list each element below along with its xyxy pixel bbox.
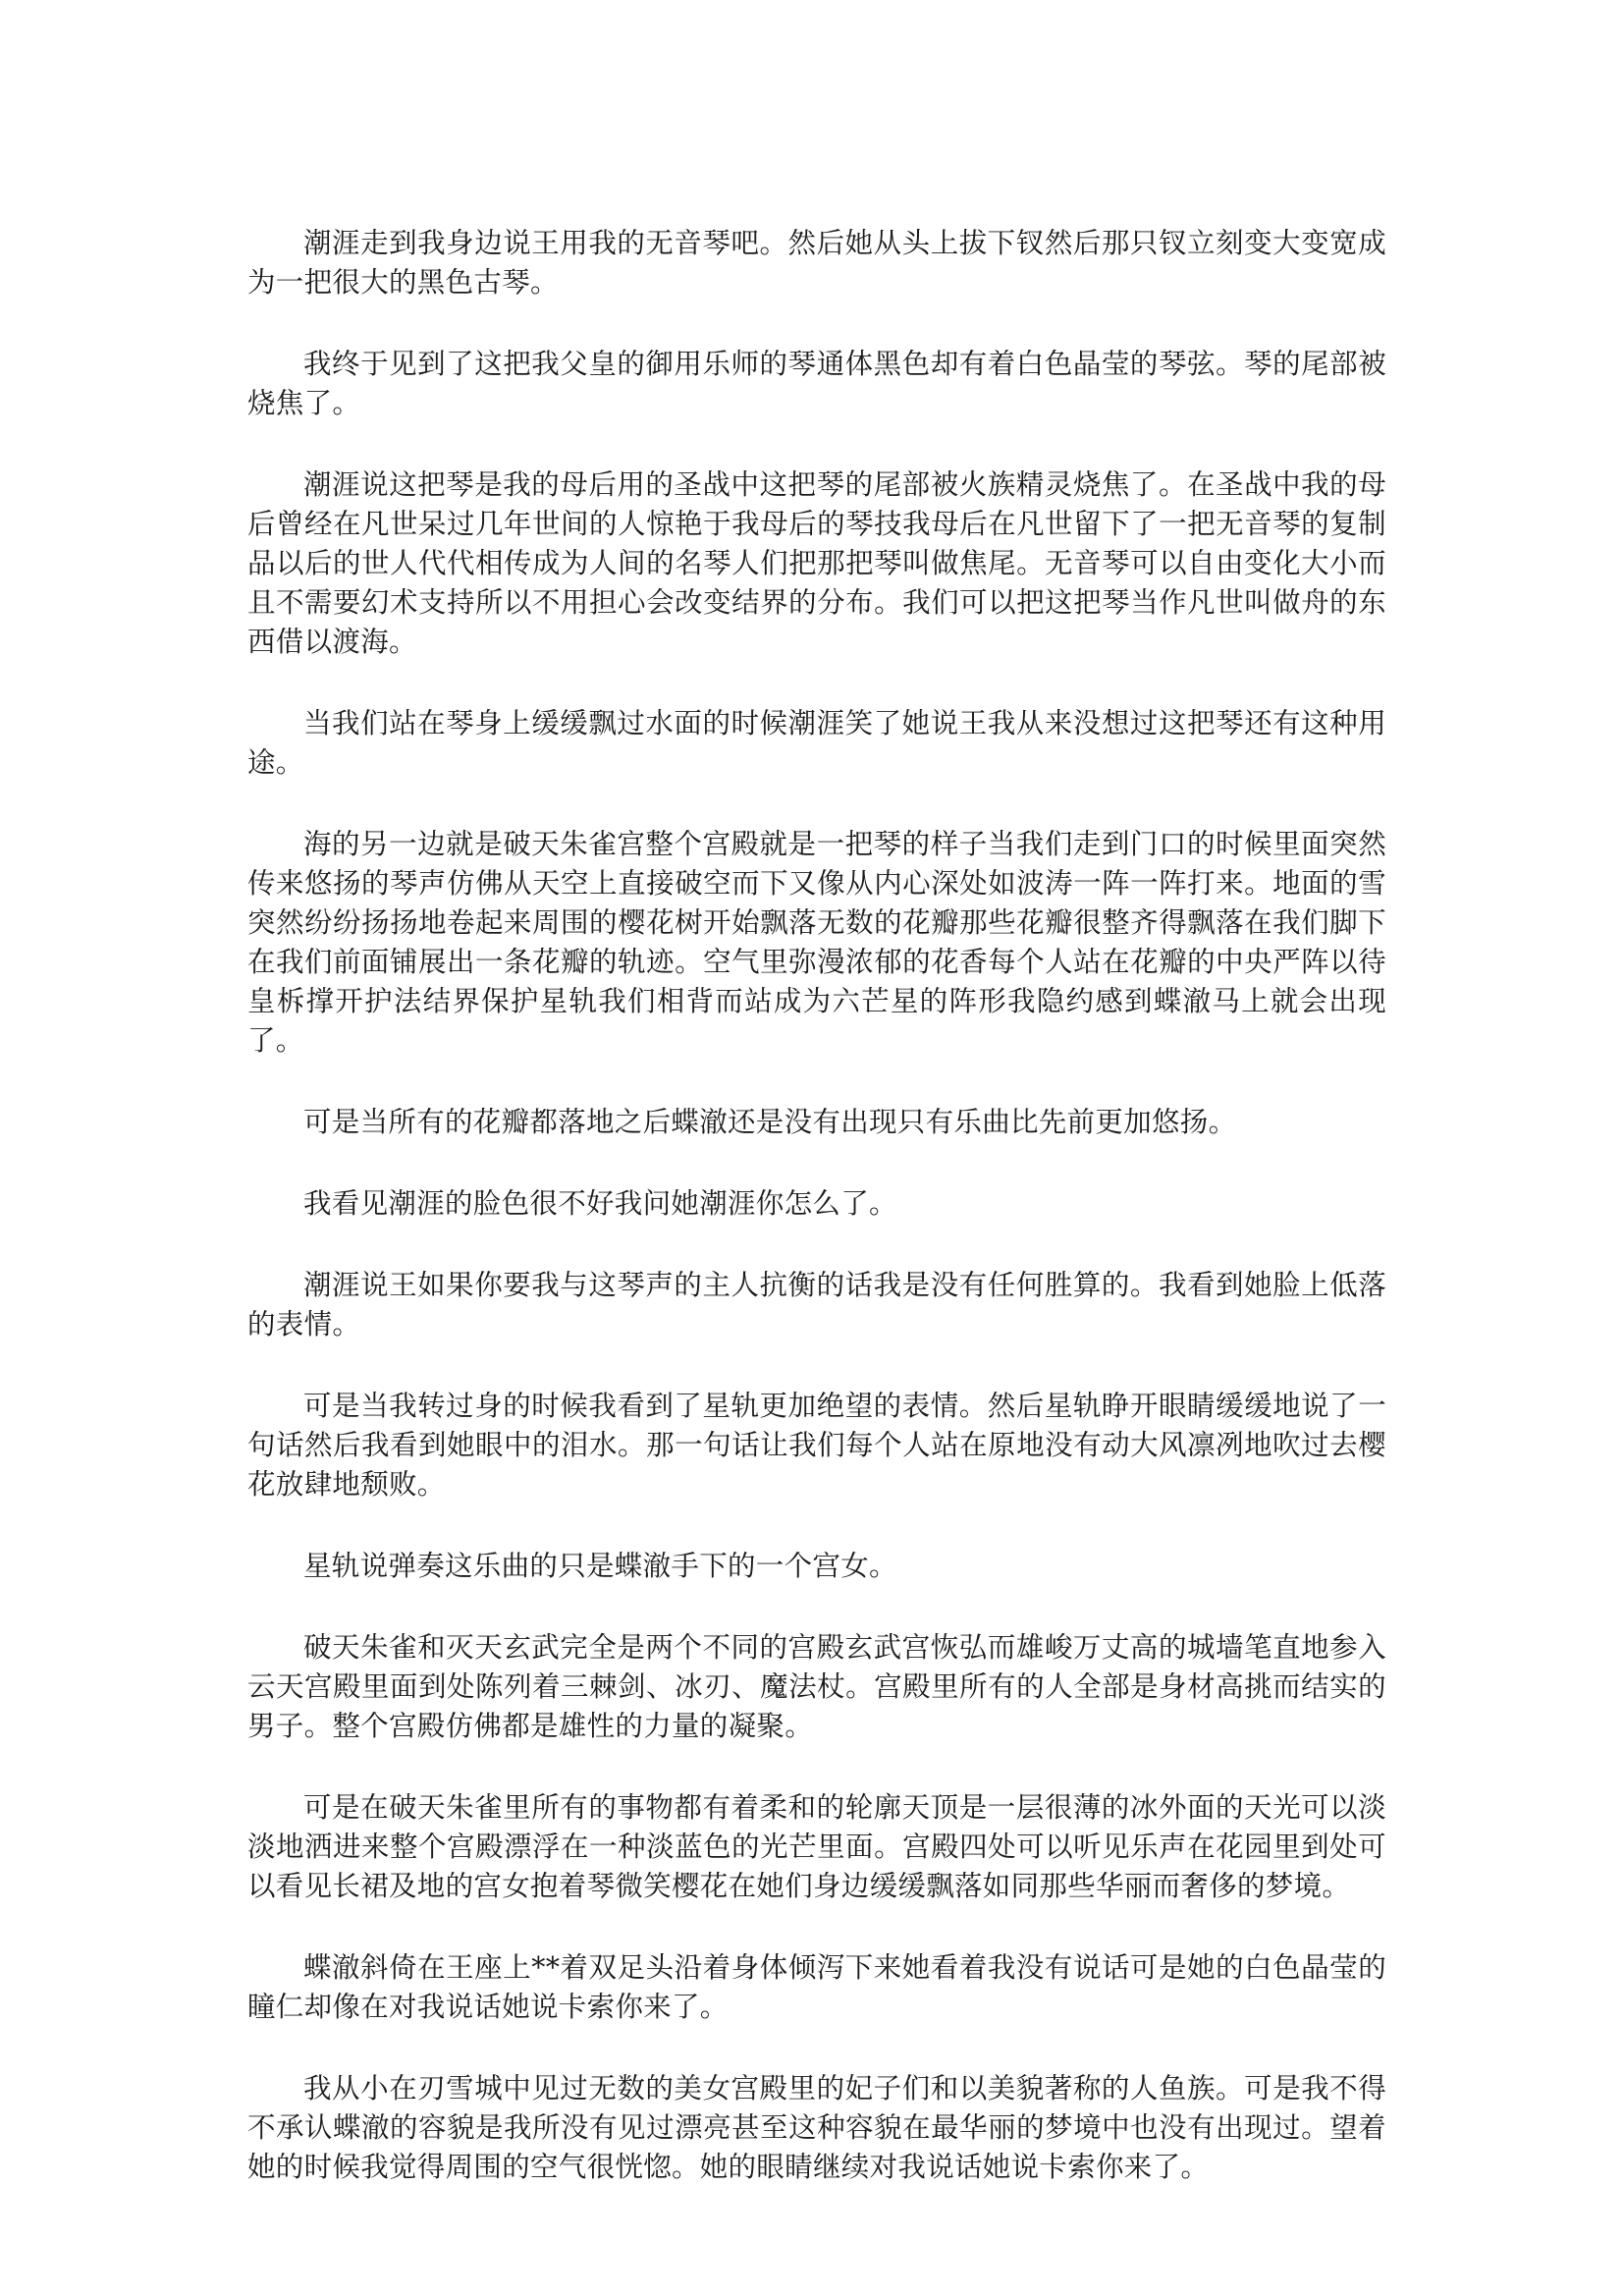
paragraph: 当我们站在琴身上缓缓飘过水面的时候潮涯笑了她说王我从来没想过这把琴还有这种用途。 xyxy=(247,707,1386,779)
paragraph: 潮涯说王如果你要我与这琴声的主人抗衡的话我是没有任何胜算的。我看到她脸上低落的表情。 xyxy=(247,1269,1386,1340)
paragraph: 可是当所有的花瓣都落地之后蝶澈还是没有出现只有乐曲比先前更加悠扬。 xyxy=(303,1106,1237,1138)
paragraph: 海的另一边就是破天朱雀宫整个宫殿就是一把琴的样子当我们走到门口的时候里面突然传来悠扬的琴声仿佛从天空上直接破空而下又像从内心深处如波涛一阵一阵打来。地面的雪突然纷纷扬扬地卷起来周围的樱花树开始飘落无数的花瓣那些花瓣很整齐得飘落在我们脚下在我们前面铺展出一条花瓣的轨迹。空气里弥漫浓郁的花香每个人站在花瓣的中央严阵以待皇柝撑开护法结界保护星轨我们相背而站成为六芒星的阵形我隐约感到蝶澈马上就会出现了。 xyxy=(247,828,1386,1057)
paragraph: 星轨说弹奏这乐曲的只是蝶澈手下的一个宫女。 xyxy=(303,1550,897,1582)
document-page xyxy=(247,224,1386,2229)
paragraph: 蝶澈斜倚在王座上**着双足头沿着身体倾泻下来她看着我没有说话可是她的白色晶莹的瞳仁却像在对我说话她说卡索你来了。 xyxy=(247,1951,1386,2023)
paragraph: 我从小在刃雪城中见过无数的美女宫殿里的妃子们和以美貌著称的人鱼族。可是我不得不承认蝶澈的容貌是我所没有见过漂亮甚至这种容貌在最华丽的梦境中也没有出现过。望着她的时候我觉得周围的空气很恍惚。她的眼睛继续对我说话她说卡索你来了。 xyxy=(247,2072,1386,2183)
paragraph: 我看见潮涯的脸色很不好我问她潮涯你怎么了。 xyxy=(303,1187,897,1220)
paragraph: 破天朱雀和灭天玄武完全是两个不同的宫殿玄武宫恢弘而雄峻万丈高的城墙笔直地参入云天宫殿里面到处陈列着三棘剑、冰刃、魔法杖。宫殿里所有的人全部是身材高挑而结实的男子。整个宫殿仿佛都是雄性的力量的凝聚。 xyxy=(247,1631,1386,1742)
paragraph: 可是在破天朱雀里所有的事物都有着柔和的轮廓天顶是一层很薄的冰外面的天光可以淡淡地洒进来整个宫殿漂浮在一种淡蓝色的光芒里面。宫殿四处可以听见乐声在花园里到处可以看见长裙及地的宫女抱着琴微笑樱花在她们身边缓缓飘落如同那些华丽而奢侈的梦境。 xyxy=(247,1791,1386,1902)
paragraph: 我终于见到了这把我父皇的御用乐师的琴通体黑色却有着白色晶莹的琴弦。琴的尾部被烧焦了。 xyxy=(247,348,1386,419)
paragraph: 可是当我转过身的时候我看到了星轨更加绝望的表情。然后星轨睁开眼睛缓缓地说了一句话然后我看到她眼中的泪水。那一句话让我们每个人站在原地没有动大风凛冽地吹过去樱花放肆地颓败。 xyxy=(247,1390,1386,1501)
paragraph: 潮涯走到我身边说王用我的无音琴吧。然后她从头上拔下钗然后那只钗立刻变大变宽成为一把很大的黑色古琴。 xyxy=(247,227,1386,299)
paragraph: 潮涯说这把琴是我的母后用的圣战中这把琴的尾部被火族精灵烧焦了。在圣战中我的母后曾经在凡世呆过几年世间的人惊艳于我母后的琴技我母后在凡世留下了一把无音琴的复制品以后的世人代代相传成为人间的名琴人们把那把琴叫做焦尾。无音琴可以自由变化大小而且不需要幻术支持所以不用担心会改变结界的分布。我们可以把这把琴当作凡世叫做舟的东西借以渡海。 xyxy=(247,468,1386,658)
